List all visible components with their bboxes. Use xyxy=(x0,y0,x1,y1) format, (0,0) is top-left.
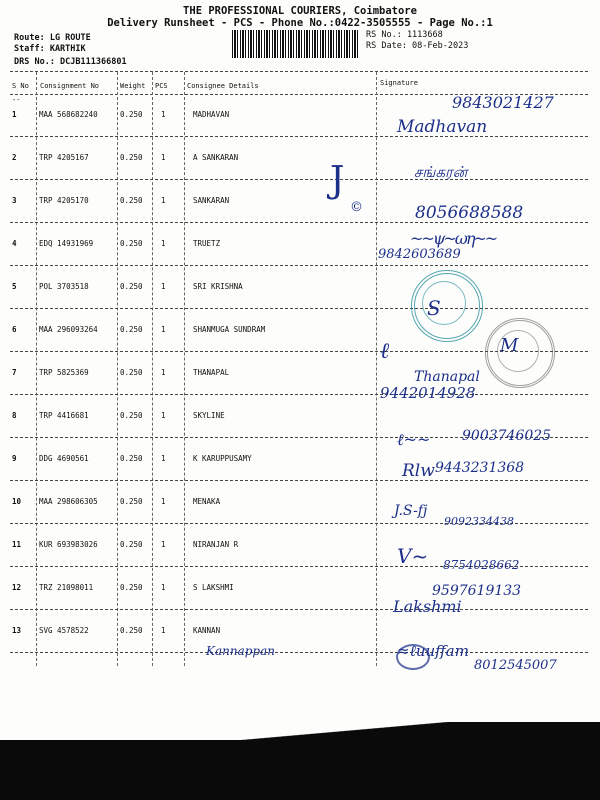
drs-number: DRS No.: DCJB111366801 xyxy=(14,57,127,67)
handwritten-phone: 9442014928 xyxy=(380,384,476,402)
row-pcs: 1 xyxy=(161,196,166,205)
row-consignment-no: TRP 5825369 xyxy=(39,368,89,377)
row-consignee: SRI KRISHNA xyxy=(193,282,243,291)
handwritten-signature: ℓ xyxy=(380,339,390,364)
row-sno: 1 xyxy=(12,110,17,119)
row-weight: 0.250 xyxy=(120,454,143,463)
handwritten-phone: 8056688588 xyxy=(415,203,524,223)
row-consignment-no: TRP 4205167 xyxy=(39,153,89,162)
row-sno: 6 xyxy=(12,325,17,334)
row-consignee: TRUETZ xyxy=(193,239,221,248)
handwritten-mark: J xyxy=(330,160,345,201)
barcode xyxy=(232,30,360,58)
row-consignee: K KARUPPUSAMY xyxy=(193,454,252,463)
row-divider xyxy=(10,480,588,481)
row-consignee: MADHAVAN xyxy=(193,110,230,119)
row-consignment-no: TRP 4205170 xyxy=(39,196,89,205)
row-pcs: 1 xyxy=(161,325,166,334)
row-pcs: 1 xyxy=(161,153,166,162)
row-sno: 8 xyxy=(12,411,17,420)
row-consignee: S LAKSHMI xyxy=(193,583,234,592)
staff-label: Staff: KARTHIK xyxy=(14,44,86,54)
runsheet-title: Delivery Runsheet - PCS - Phone No.:0422-3505555 - Page No.:1 xyxy=(107,17,493,29)
row-sno: 10 xyxy=(12,497,22,506)
col-header-sno: S No xyxy=(12,82,29,90)
handwritten-signature: Madhavan xyxy=(397,117,488,137)
col-header-weight: Weight xyxy=(120,82,146,90)
handwritten-signature: V~ xyxy=(397,544,429,568)
row-divider xyxy=(10,394,588,395)
row-consignment-no: TRZ 21098011 xyxy=(39,583,94,592)
row-sno: 13 xyxy=(12,626,22,635)
row-divider xyxy=(10,265,588,266)
handwritten-signature: Kannappan xyxy=(206,644,275,658)
row-pcs: 1 xyxy=(161,110,166,119)
stamp-inner-ring xyxy=(422,281,466,325)
handwritten-phone: 9842603689 xyxy=(378,247,461,262)
company-title: THE PROFESSIONAL COURIERS, Coimbatore xyxy=(183,5,417,17)
row-consignment-no: EDQ 14931969 xyxy=(39,239,94,248)
row-weight: 0.250 xyxy=(120,282,143,291)
row-consignee: SANKARAN xyxy=(193,196,230,205)
handwritten-phone: 9003746025 xyxy=(462,428,552,444)
route-label: Route: LG ROUTE xyxy=(14,33,91,43)
row-divider xyxy=(10,652,588,653)
col-header-consignment: Consignment No xyxy=(40,82,100,90)
row-sno: 3 xyxy=(12,196,17,205)
handwritten-signature: ≈ℓuuffam xyxy=(397,642,469,660)
row-sno: 2 xyxy=(12,153,17,162)
handwritten-scribble: ~~ψ~ωη~~ xyxy=(410,229,497,248)
col-header-signature: Signature xyxy=(380,79,418,87)
handwritten-signature: Rlw xyxy=(402,461,435,481)
col-header-pcs: PCS xyxy=(155,82,168,90)
row-weight: 0.250 xyxy=(120,411,143,420)
handwritten-signature: Thanapal xyxy=(414,369,480,385)
row-consignment-no: MAA 298606305 xyxy=(39,497,98,506)
column-divider xyxy=(36,72,37,666)
row-consignee: THANAPAL xyxy=(193,368,230,377)
handwritten-mark: © xyxy=(350,200,363,215)
row-pcs: 1 xyxy=(161,497,166,506)
row-weight: 0.250 xyxy=(120,196,143,205)
col-header-underline: -- xyxy=(12,96,21,104)
handwritten-phone: 9092334438 xyxy=(444,515,514,528)
column-divider xyxy=(152,72,153,666)
row-consignee: SKYLINE xyxy=(193,411,225,420)
rs-number: RS No.: 1113668 xyxy=(366,30,443,40)
rs-date: RS Date: 08-Feb-2023 xyxy=(366,41,469,51)
row-consignee: SHANMUGA SUNDRAM xyxy=(193,325,266,334)
row-sno: 11 xyxy=(12,540,22,549)
row-pcs: 1 xyxy=(161,583,166,592)
row-consignment-no: DDG 4690561 xyxy=(39,454,89,463)
row-consignment-no: MAA 568682240 xyxy=(39,110,98,119)
handwritten-phone: 8754028662 xyxy=(443,558,520,572)
row-weight: 0.250 xyxy=(120,325,143,334)
row-divider xyxy=(10,609,588,610)
row-consignee: NIRANJAN R xyxy=(193,540,239,549)
row-weight: 0.250 xyxy=(120,368,143,377)
handwritten-signature: M xyxy=(500,335,519,356)
handwritten-signature: S xyxy=(427,296,441,320)
row-pcs: 1 xyxy=(161,540,166,549)
row-consignment-no: SVG 4578522 xyxy=(39,626,89,635)
row-pcs: 1 xyxy=(161,411,166,420)
row-pcs: 1 xyxy=(161,239,166,248)
row-consignment-no: POL 3703518 xyxy=(39,282,89,291)
row-divider xyxy=(10,136,588,137)
row-pcs: 1 xyxy=(161,368,166,377)
row-sno: 5 xyxy=(12,282,17,291)
handwritten-phone: 9597619133 xyxy=(432,583,522,599)
row-sno: 7 xyxy=(12,368,17,377)
row-consignment-no: MAA 296093264 xyxy=(39,325,98,334)
header-divider xyxy=(10,71,588,72)
row-divider xyxy=(10,308,588,309)
row-weight: 0.250 xyxy=(120,583,143,592)
handwritten-signature: சங்கரன் xyxy=(414,163,468,181)
handwritten-signature: J.S-fj xyxy=(394,503,428,519)
scan-shadow xyxy=(0,736,600,800)
row-consignee: KANNAN xyxy=(193,626,221,635)
row-weight: 0.250 xyxy=(120,626,143,635)
column-divider xyxy=(117,72,118,666)
row-consignment-no: TRP 4416681 xyxy=(39,411,89,420)
row-sno: 9 xyxy=(12,454,17,463)
row-pcs: 1 xyxy=(161,454,166,463)
row-divider xyxy=(10,179,588,180)
column-divider xyxy=(376,72,377,666)
row-sno: 12 xyxy=(12,583,22,592)
row-pcs: 1 xyxy=(161,282,166,291)
handwritten-phone: 9843021427 xyxy=(452,93,554,112)
handwritten-phone: 9443231368 xyxy=(435,460,525,476)
col-header-consignee: Consignee Details xyxy=(187,82,259,90)
column-divider xyxy=(184,72,185,666)
row-weight: 0.250 xyxy=(120,110,143,119)
row-weight: 0.250 xyxy=(120,497,143,506)
company-stamp xyxy=(396,644,430,670)
row-weight: 0.250 xyxy=(120,153,143,162)
row-sno: 4 xyxy=(12,239,17,248)
handwritten-signature: ℓ~~ xyxy=(397,430,431,449)
row-consignee: A SANKARAN xyxy=(193,153,239,162)
handwritten-phone: 8012545007 xyxy=(474,658,557,673)
row-consignment-no: KUR 693983026 xyxy=(39,540,98,549)
row-consignee: MENAKA xyxy=(193,497,221,506)
stamp-inner-ring xyxy=(497,330,539,372)
row-weight: 0.250 xyxy=(120,239,143,248)
handwritten-signature: Lakshmi xyxy=(393,597,462,616)
row-weight: 0.250 xyxy=(120,540,143,549)
row-pcs: 1 xyxy=(161,626,166,635)
